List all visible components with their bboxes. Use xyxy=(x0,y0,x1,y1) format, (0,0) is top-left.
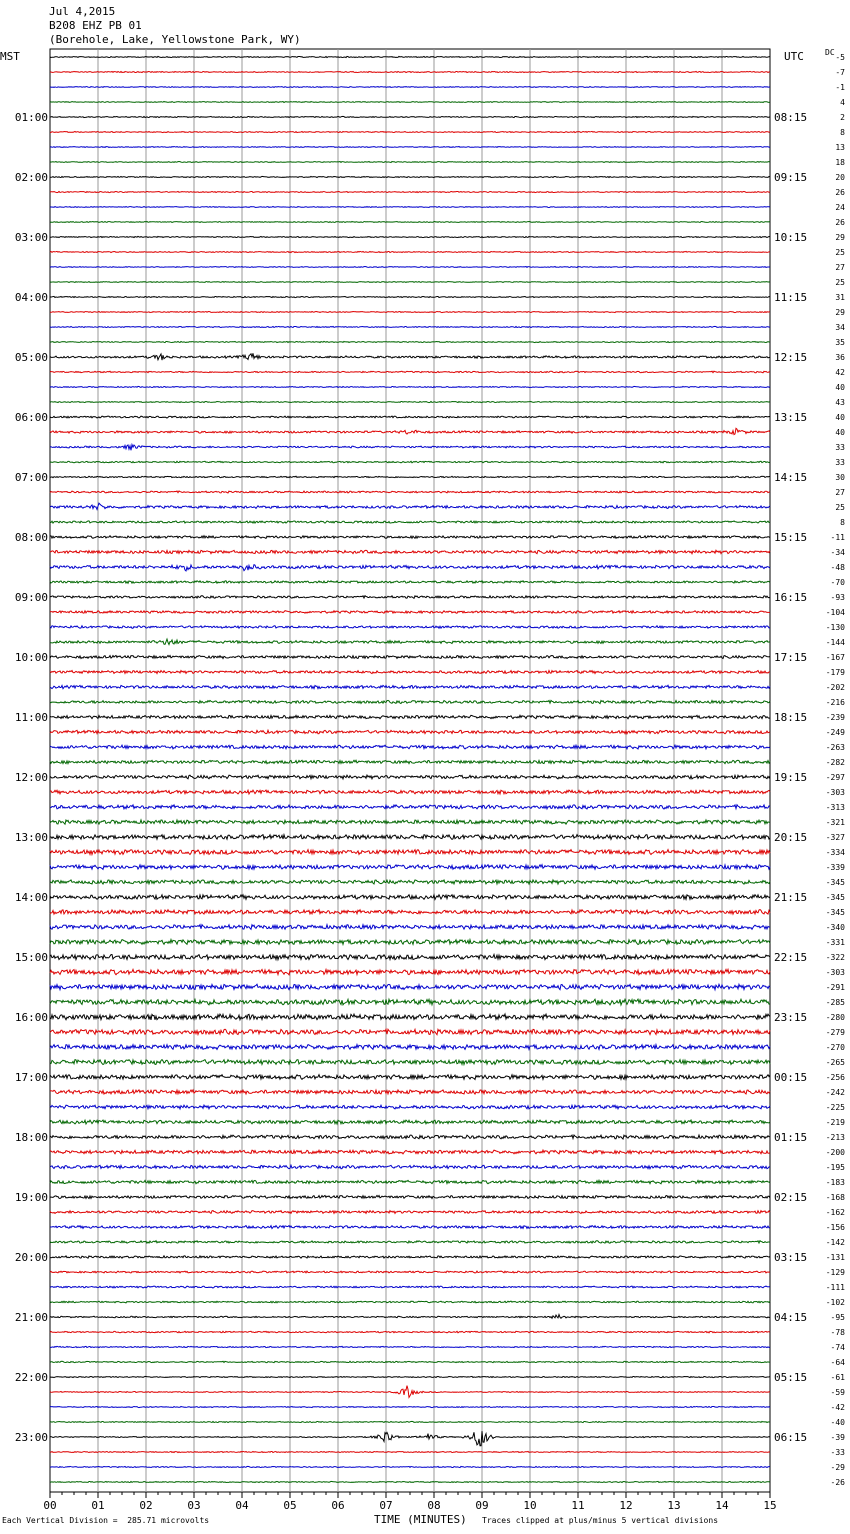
seismic-trace xyxy=(50,1376,770,1377)
mst-hour-label: 04:00 xyxy=(14,291,48,304)
seismic-trace xyxy=(50,296,770,297)
seismic-trace xyxy=(50,1315,770,1319)
seismic-trace xyxy=(50,1150,770,1154)
dc-offset-label: 13 xyxy=(835,143,845,152)
dc-axis-title: DC xyxy=(825,48,835,57)
utc-hour-label: 02:15 xyxy=(774,1191,808,1204)
mst-hour-label: 05:00 xyxy=(14,351,48,364)
dc-offset-label: -156 xyxy=(825,1223,845,1232)
seismic-trace xyxy=(50,326,770,327)
dc-offset-label: 30 xyxy=(835,473,845,482)
seismic-trace xyxy=(50,521,770,523)
seismic-trace xyxy=(50,1090,770,1094)
dc-offset-label: -225 xyxy=(825,1103,845,1112)
seismic-trace xyxy=(50,969,770,975)
dc-offset-label: -7 xyxy=(835,68,845,77)
dc-offset-label: -11 xyxy=(830,533,845,542)
seismic-trace xyxy=(50,236,770,237)
dc-offset-label: -130 xyxy=(825,623,845,632)
seismic-trace xyxy=(50,416,770,418)
x-tick-label: 09 xyxy=(475,1499,489,1512)
utc-hour-label: 22:15 xyxy=(774,951,808,964)
x-tick-label: 14 xyxy=(715,1499,729,1512)
dc-offset-label: -327 xyxy=(825,833,845,842)
seismic-trace xyxy=(50,671,770,674)
seismic-trace xyxy=(50,87,770,88)
seismic-trace xyxy=(50,1256,770,1258)
dc-offset-label: 26 xyxy=(835,188,845,197)
seismic-trace xyxy=(50,386,770,387)
utc-hour-label: 03:15 xyxy=(774,1251,808,1264)
seismic-trace xyxy=(50,1386,770,1398)
mst-axis-title: MST xyxy=(0,50,20,63)
dc-offset-label: -297 xyxy=(825,773,845,782)
dc-offset-label: -340 xyxy=(825,923,845,932)
dc-offset-label: -303 xyxy=(825,788,845,797)
dc-offset-label: -282 xyxy=(825,758,845,767)
seismic-trace xyxy=(50,1075,770,1080)
dc-offset-label: -291 xyxy=(825,983,845,992)
mst-hour-label: 22:00 xyxy=(14,1371,48,1384)
seismic-trace xyxy=(50,1211,770,1214)
dc-offset-label: -270 xyxy=(825,1043,845,1052)
utc-axis-title: UTC xyxy=(784,50,804,63)
seismic-trace xyxy=(50,1466,770,1467)
trace-layer xyxy=(50,56,770,1482)
mst-hour-label: 02:00 xyxy=(14,171,48,184)
seismic-trace xyxy=(50,1135,770,1139)
mst-hour-label: 20:00 xyxy=(14,1251,48,1264)
dc-offset-label: -303 xyxy=(825,968,845,977)
seismic-trace xyxy=(50,865,770,870)
seismic-trace xyxy=(50,1165,770,1168)
utc-hour-label: 04:15 xyxy=(774,1311,808,1324)
seismic-trace xyxy=(50,1431,770,1446)
scale-note: Each Vertical Division = 285.71 microvolts xyxy=(2,1516,210,1525)
dc-offset-label: -95 xyxy=(830,1313,845,1322)
dc-offset-label: -322 xyxy=(825,953,845,962)
seismic-trace xyxy=(50,176,770,177)
seismic-trace xyxy=(50,639,770,644)
dc-offset-label: -183 xyxy=(825,1178,845,1187)
dc-offset-label: -265 xyxy=(825,1058,845,1067)
dc-offset-label: -70 xyxy=(830,578,845,587)
mst-hour-label: 12:00 xyxy=(14,771,48,784)
dc-offset-label: -39 xyxy=(830,1433,845,1442)
mst-hour-label: 17:00 xyxy=(14,1071,48,1084)
mst-hour-label: 19:00 xyxy=(14,1191,48,1204)
mst-hour-label: 06:00 xyxy=(14,411,48,424)
utc-hour-label: 23:15 xyxy=(774,1011,808,1024)
seismic-trace xyxy=(50,880,770,884)
utc-hour-label: 20:15 xyxy=(774,831,808,844)
seismic-trace xyxy=(50,491,770,493)
mst-hour-label: 09:00 xyxy=(14,591,48,604)
dc-offset-label: -64 xyxy=(830,1358,845,1367)
x-tick-label: 04 xyxy=(235,1499,249,1512)
dc-offset-label: -42 xyxy=(830,1403,845,1412)
dc-offset-label: -321 xyxy=(825,818,845,827)
seismic-trace xyxy=(50,775,770,779)
dc-offset-label: -345 xyxy=(825,878,845,887)
dc-offset-label: -239 xyxy=(825,713,845,722)
dc-offset-label: -48 xyxy=(830,563,845,572)
dc-offset-label: 33 xyxy=(835,443,845,452)
dc-offset-label: -93 xyxy=(830,593,845,602)
seismic-trace xyxy=(50,1029,770,1035)
dc-offset-label: -1 xyxy=(835,83,845,92)
mst-hour-label: 14:00 xyxy=(14,891,48,904)
seismic-trace xyxy=(50,954,770,959)
x-tick-label: 11 xyxy=(571,1499,585,1512)
seismic-trace xyxy=(50,550,770,553)
seismic-trace xyxy=(50,162,770,163)
dc-offset-label: 18 xyxy=(835,158,845,167)
dc-offset-label: 27 xyxy=(835,263,845,272)
dc-offset-label: -102 xyxy=(825,1298,845,1307)
utc-hour-label: 17:15 xyxy=(774,651,808,664)
dc-offset-label: -219 xyxy=(825,1118,845,1127)
utc-hour-label: 15:15 xyxy=(774,531,808,544)
seismic-trace xyxy=(50,371,770,373)
dc-offset-label: 4 xyxy=(840,98,845,107)
x-tick-label: 00 xyxy=(43,1499,57,1512)
dc-offset-label: -129 xyxy=(825,1268,845,1277)
dc-offset-label: -34 xyxy=(830,548,845,557)
seismic-trace xyxy=(50,895,770,900)
seismic-trace xyxy=(50,805,770,809)
seismic-trace xyxy=(50,700,770,703)
seismic-trace xyxy=(50,1045,770,1050)
utc-hour-label: 06:15 xyxy=(774,1431,808,1444)
dc-offset-label: 29 xyxy=(835,233,845,242)
seismic-trace xyxy=(50,1451,770,1452)
seismic-trace xyxy=(50,207,770,208)
dc-offset-label: 2 xyxy=(840,113,845,122)
dc-offset-label: 25 xyxy=(835,248,845,257)
seismic-trace xyxy=(50,1120,770,1124)
seismic-trace xyxy=(50,131,770,132)
seismic-trace xyxy=(50,503,770,509)
dc-offset-label: -334 xyxy=(825,848,845,857)
seismic-trace xyxy=(50,790,770,794)
utc-hour-label: 16:15 xyxy=(774,591,808,604)
dc-offset-label: -179 xyxy=(825,668,845,677)
header-station: B208 EHZ PB 01 xyxy=(49,19,142,32)
seismic-trace xyxy=(50,222,770,223)
seismic-trace xyxy=(50,1286,770,1288)
x-tick-label: 07 xyxy=(379,1499,393,1512)
mst-hour-label: 07:00 xyxy=(14,471,48,484)
header-location: (Borehole, Lake, Yellowstone Park, WY) xyxy=(49,33,301,46)
seismic-trace xyxy=(50,1406,770,1407)
seismic-trace xyxy=(50,1331,770,1333)
dc-offset-label: 43 xyxy=(835,398,845,407)
seismic-trace xyxy=(50,1060,770,1065)
seismic-trace xyxy=(50,251,770,252)
utc-hour-label: 13:15 xyxy=(774,411,808,424)
mst-hour-label: 21:00 xyxy=(14,1311,48,1324)
dc-offset-label: -5 xyxy=(835,53,845,62)
dc-offset-label: -111 xyxy=(825,1283,845,1292)
seismic-trace xyxy=(50,999,770,1005)
seismic-trace xyxy=(50,56,770,57)
dc-offset-label: -345 xyxy=(825,908,845,917)
seismic-trace xyxy=(50,102,770,103)
dc-offset-label: -29 xyxy=(830,1463,845,1472)
dc-offset-label: -249 xyxy=(825,728,845,737)
utc-hour-label: 12:15 xyxy=(774,351,808,364)
dc-offset-label: -74 xyxy=(830,1343,845,1352)
dc-offset-label: -200 xyxy=(825,1148,845,1157)
seismic-trace xyxy=(50,312,770,313)
x-tick-label: 10 xyxy=(523,1499,537,1512)
utc-hour-label: 00:15 xyxy=(774,1071,808,1084)
mst-hour-label: 15:00 xyxy=(14,951,48,964)
mst-hour-label: 18:00 xyxy=(14,1131,48,1144)
dc-offset-label: -213 xyxy=(825,1133,845,1142)
dc-offset-label: -256 xyxy=(825,1073,845,1082)
seismic-trace xyxy=(50,353,770,360)
seismic-trace xyxy=(50,565,770,571)
dc-offset-label: -26 xyxy=(830,1478,845,1487)
x-tick-label: 06 xyxy=(331,1499,345,1512)
seismic-trace xyxy=(50,820,770,824)
dc-offset-label: 34 xyxy=(835,323,845,332)
mst-hour-label: 08:00 xyxy=(14,531,48,544)
seismic-trace xyxy=(50,715,770,718)
dc-offset-label: -40 xyxy=(830,1418,845,1427)
seismic-trace xyxy=(50,1226,770,1229)
seismic-trace xyxy=(50,282,770,283)
dc-offset-label: -202 xyxy=(825,683,845,692)
x-tick-label: 02 xyxy=(139,1499,153,1512)
dc-offset-label: 40 xyxy=(835,383,845,392)
dc-offset-label: -285 xyxy=(825,998,845,1007)
seismic-trace xyxy=(50,925,770,930)
mst-hour-label: 03:00 xyxy=(14,231,48,244)
utc-hour-label: 01:15 xyxy=(774,1131,808,1144)
dc-offset-label: 33 xyxy=(835,458,845,467)
dc-offset-label: -195 xyxy=(825,1163,845,1172)
dc-offset-label: -162 xyxy=(825,1208,845,1217)
dc-offset-label: -167 xyxy=(825,653,845,662)
utc-hour-label: 14:15 xyxy=(774,471,808,484)
plot-frame xyxy=(50,49,770,1492)
seismic-trace xyxy=(50,1196,770,1199)
dc-offset-label: 8 xyxy=(840,518,845,527)
seismic-trace xyxy=(50,71,770,72)
dc-offset-label: -263 xyxy=(825,743,845,752)
dc-offset-label: 26 xyxy=(835,218,845,227)
dc-offset-label: -131 xyxy=(825,1253,845,1262)
dc-offset-label: -279 xyxy=(825,1028,845,1037)
seismic-trace xyxy=(50,116,770,117)
seismic-trace xyxy=(50,611,770,614)
label-layer xyxy=(15,53,845,1512)
dc-offset-label: 24 xyxy=(835,203,845,212)
dc-offset-label: 31 xyxy=(835,293,845,302)
dc-offset-label: -144 xyxy=(825,638,845,647)
seismic-trace xyxy=(50,1180,770,1183)
seismic-trace xyxy=(50,835,770,840)
seismic-trace xyxy=(50,984,770,989)
x-tick-label: 08 xyxy=(427,1499,441,1512)
seismic-trace xyxy=(50,147,770,148)
x-axis-title: TIME (MINUTES) xyxy=(374,1513,467,1526)
utc-hour-label: 05:15 xyxy=(774,1371,808,1384)
seismic-trace xyxy=(50,445,770,451)
seismic-trace xyxy=(50,1105,770,1109)
x-tick-label: 15 xyxy=(763,1499,777,1512)
x-tick-label: 12 xyxy=(619,1499,633,1512)
dc-offset-label: 20 xyxy=(835,173,845,182)
mst-hour-label: 01:00 xyxy=(14,111,48,124)
seismic-trace xyxy=(50,428,770,434)
utc-hour-label: 10:15 xyxy=(774,231,808,244)
seismic-trace xyxy=(50,596,770,599)
seismic-trace xyxy=(50,760,770,763)
dc-offset-label: -78 xyxy=(830,1328,845,1337)
clip-note: Traces clipped at plus/minus 5 vertical divisions xyxy=(482,1516,719,1525)
seismic-trace xyxy=(50,536,770,539)
seismic-trace xyxy=(50,1421,770,1422)
dc-offset-label: -168 xyxy=(825,1193,845,1202)
dc-offset-label: 27 xyxy=(835,488,845,497)
seismic-trace xyxy=(50,1271,770,1273)
dc-offset-label: -59 xyxy=(830,1388,845,1397)
mst-hour-label: 11:00 xyxy=(14,711,48,724)
dc-offset-label: -280 xyxy=(825,1013,845,1022)
seismic-trace xyxy=(50,341,770,342)
utc-hour-label: 11:15 xyxy=(774,291,808,304)
seismic-trace xyxy=(50,1481,770,1482)
seismic-trace xyxy=(50,656,770,659)
seismic-trace xyxy=(50,730,770,733)
x-tick-label: 03 xyxy=(187,1499,201,1512)
seismic-trace xyxy=(50,1346,770,1347)
seismic-trace xyxy=(50,1014,770,1020)
seismic-trace xyxy=(50,1361,770,1362)
utc-hour-label: 09:15 xyxy=(774,171,808,184)
seismic-trace xyxy=(50,401,770,402)
utc-hour-label: 19:15 xyxy=(774,771,808,784)
dc-offset-label: -142 xyxy=(825,1238,845,1247)
header-date: Jul 4,2015 xyxy=(49,5,116,18)
seismic-trace xyxy=(50,910,770,915)
x-tick-label: 13 xyxy=(667,1499,681,1512)
mst-hour-label: 23:00 xyxy=(14,1431,48,1444)
utc-hour-label: 21:15 xyxy=(774,891,808,904)
dc-offset-label: 8 xyxy=(840,128,845,137)
x-tick-label: 01 xyxy=(91,1499,105,1512)
mst-hour-label: 16:00 xyxy=(14,1011,48,1024)
seismic-trace xyxy=(50,745,770,749)
dc-offset-label: -216 xyxy=(825,698,845,707)
dc-offset-label: 35 xyxy=(835,338,845,347)
dc-offset-label: -339 xyxy=(825,863,845,872)
dc-offset-label: 36 xyxy=(835,353,845,362)
seismic-trace xyxy=(50,940,770,945)
seismic-trace xyxy=(50,1241,770,1244)
dc-offset-label: -345 xyxy=(825,893,845,902)
seismic-trace xyxy=(50,685,770,688)
seismic-trace xyxy=(50,626,770,628)
dc-offset-label: -313 xyxy=(825,803,845,812)
utc-hour-label: 18:15 xyxy=(774,711,808,724)
seismic-trace xyxy=(50,461,770,463)
dc-offset-label: -331 xyxy=(825,938,845,947)
seismic-trace xyxy=(50,191,770,192)
dc-offset-label: 25 xyxy=(835,503,845,512)
dc-offset-label: -61 xyxy=(830,1373,845,1382)
dc-offset-label: -104 xyxy=(825,608,845,617)
seismic-trace xyxy=(50,267,770,268)
dc-offset-label: 40 xyxy=(835,413,845,422)
dc-offset-label: 42 xyxy=(835,368,845,377)
seismic-trace xyxy=(50,1301,770,1303)
utc-hour-label: 08:15 xyxy=(774,111,808,124)
dc-offset-label: 25 xyxy=(835,278,845,287)
dc-offset-label: -242 xyxy=(825,1088,845,1097)
x-tick-label: 05 xyxy=(283,1499,297,1512)
dc-offset-label: 40 xyxy=(835,428,845,437)
dc-offset-label: -33 xyxy=(830,1448,845,1457)
dc-offset-label: 29 xyxy=(835,308,845,317)
mst-hour-label: 10:00 xyxy=(14,651,48,664)
seismic-trace xyxy=(50,850,770,855)
seismic-trace xyxy=(50,476,770,478)
mst-hour-label: 13:00 xyxy=(14,831,48,844)
seismic-trace xyxy=(50,581,770,584)
